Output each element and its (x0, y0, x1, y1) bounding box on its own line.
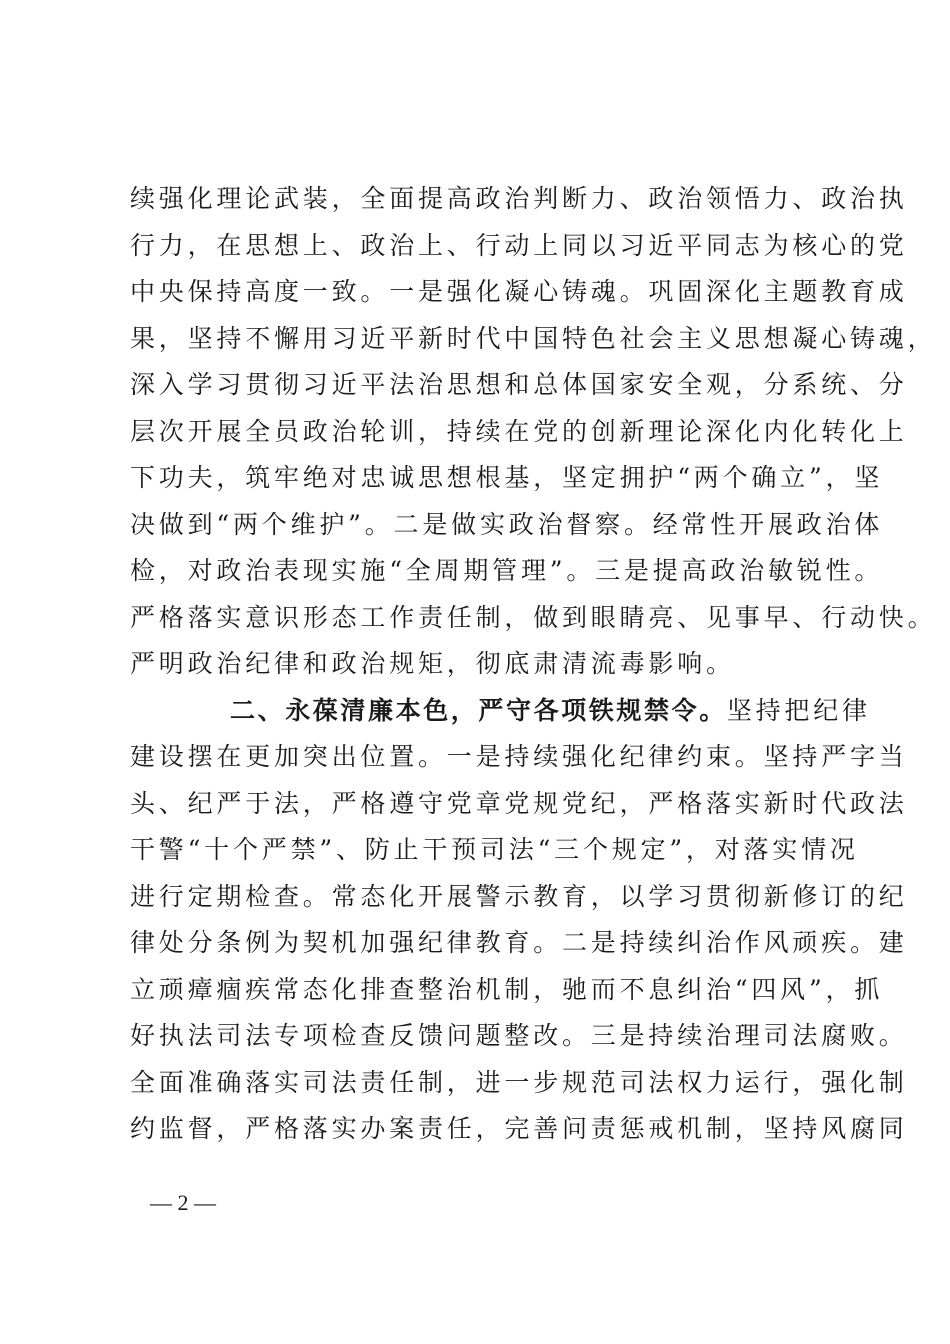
text-line: 严格落实意识形态工作责任制，做到眼睛亮、见事早、行动快。 (130, 602, 937, 632)
section-heading-continuation: 坚持把纪律 (726, 695, 871, 725)
text-line: 好执法司法专项检查反馈问题整改。三是持续治理司法腐败。 (130, 1021, 908, 1050)
page-number: — 2 — (150, 1190, 216, 1215)
text-line: 律处分条例为契机加强纪律教育。二是持续纠治作风顽疾。建 (130, 928, 908, 957)
text-line: 全面准确落实司法责任制，进一步规范司法权力运行，强化制 (130, 1067, 908, 1097)
text-line: 续强化理论武装，全面提高政治判断力、政治领悟力、政治执 (130, 184, 908, 213)
text-line: 建设摆在更加突出位置。一是持续强化纪律约束。坚持严字当 (130, 742, 908, 771)
text-line: 约监督，严格落实办案责任，完善问责惩戒机制，坚持风腐同 (130, 1114, 908, 1143)
body-text (130, 176, 937, 1153)
text-line: 决做到“两个维护”。二是做实政治督察。经常性开展政治体 (130, 509, 884, 539)
text-line: 深入学习贯彻习近平法治思想和总体国家安全观，分系统、分 (130, 370, 908, 399)
text-line: 进行定期检查。常态化开展警示教育，以学习贯彻新修订的纪 (130, 881, 908, 911)
text-line: 下功夫，筑牢绝对忠诚思想根基，坚定拥护“两个确立”，坚 (130, 463, 884, 492)
text-line: 中央保持高度一致。一是强化凝心铸魂。巩固深化主题教育成 (130, 277, 908, 306)
text-line: 头、纪严于法，严格遵守党章党规党纪，严格落实新时代政法 (130, 788, 908, 818)
text-line: 果，坚持不懈用习近平新时代中国特色社会主义思想凝心铸魂， (130, 323, 937, 353)
section-two-first-line (130, 688, 871, 735)
text-line: 层次开展全员政治轮训，持续在党的创新理论深化内化转化上 (130, 416, 908, 446)
section-heading: 二、永葆清廉本色，严守各项铁规禁令。 (230, 695, 727, 725)
text-line: 严明政治纪律和政治规矩，彻底肃清流毒影响。 (130, 649, 735, 678)
text-line: 干警“十个严禁”、防止干预司法“三个规定”，对落实情况 (130, 835, 859, 864)
text-line: 行力，在思想上、政治上、行动上同以习近平同志为核心的党 (130, 230, 908, 260)
text-line: 检，对政治表现实施“全周期管理”。三是提高政治敏锐性。 (130, 556, 884, 585)
text-line: 立顽瘴痼疾常态化排查整治机制，驰而不息纠治“四风”，抓 (130, 974, 884, 1004)
